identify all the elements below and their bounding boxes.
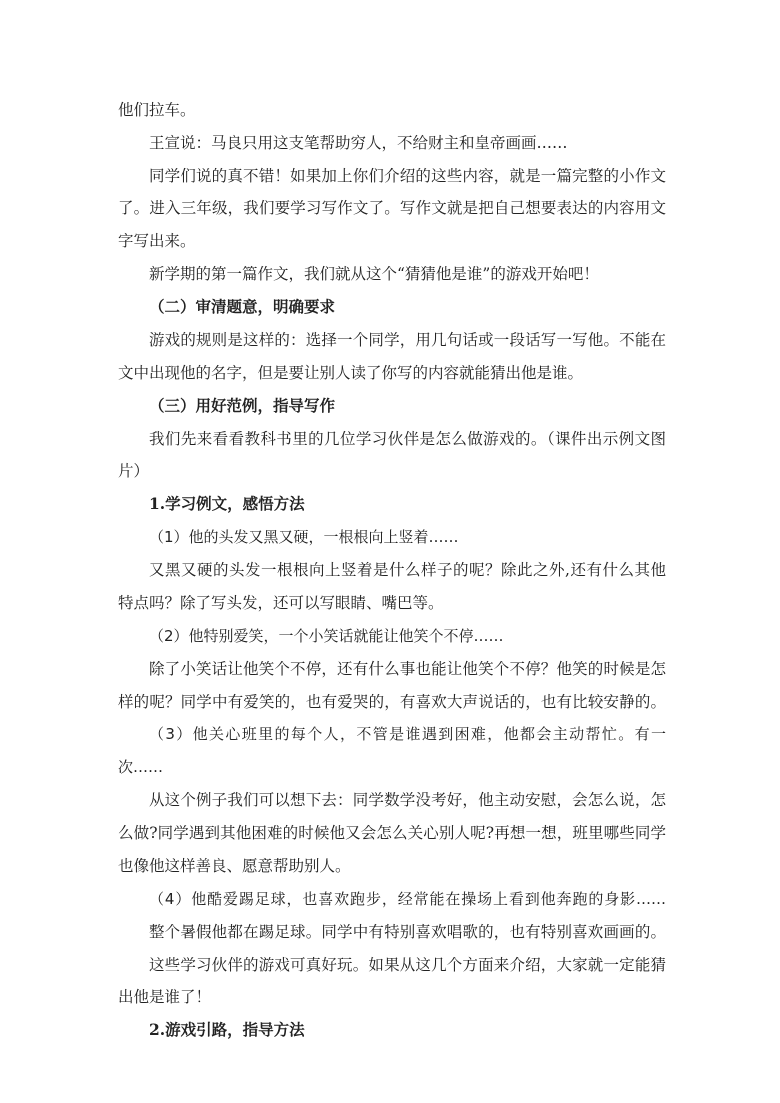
paragraph-line: 样的呢？同学中有爱笑的，也有爱哭的，有喜欢大声说话的，也有比较安静的。 [118, 693, 666, 711]
paragraph-line: 从这个例子我们可以想下去：同学数学没考好，他主动安慰，会怎么说，怎 [149, 791, 666, 809]
paragraph-line: 除了小笑话让他笑个不停，还有什么事也能让他笑个不停？他笑的时候是怎 [149, 660, 666, 678]
paragraph-line: 新学期的第一篇作文，我们就从这个“猜猜他是谁”的游戏开始吧！ [149, 265, 599, 283]
paragraph-line: 他们拉车。 [118, 101, 196, 119]
paragraph-line: 么做?同学遇到其他困难的时候他又会怎么关心别人呢?再想一想，班里哪些同学 [118, 824, 666, 842]
paragraph-line: 了。进入三年级，我们要学习写作文了。写作文就是把自己想要表达的内容用文 [118, 199, 666, 217]
paragraph-line: 片） [118, 462, 150, 480]
example-line: 次…… [118, 758, 164, 776]
paragraph-line: 出他是谁了！ [118, 988, 212, 1006]
paragraph-line: 这些学习伙伴的游戏可真好玩。如果从这几个方面来介绍，大家就一定能猜 [149, 956, 666, 974]
section-heading: （三）用好范例，指导写作 [149, 396, 336, 415]
example-line: （4）他酷爱踢足球，也喜欢跑步，经常能在操场上看到他奔跑的身影…… [149, 890, 666, 908]
paragraph-line: 整个暑假他都在踢足球。同学中有特别喜欢唱歌的，也有特别喜欢画画的。 [149, 923, 666, 941]
paragraph-line: 字写出来。 [118, 232, 196, 250]
paragraph-line: 我们先来看看教科书里的几位学习伙伴是怎么做游戏的。（课件出示例文图 [149, 430, 666, 448]
subsection-heading: 2.游戏引路，指导方法 [149, 1020, 305, 1039]
paragraph-line: 特点吗？除了写头发，还可以写眼睛、嘴巴等。 [118, 594, 444, 612]
section-heading: （二）审清题意，明确要求 [149, 297, 336, 316]
example-line: （2）他特别爱笑，一个小笑话就能让他笑个不停…… [149, 627, 504, 645]
paragraph-line: 也像他这样善良、愿意帮助别人。 [118, 857, 351, 875]
paragraph-line: 游戏的规则是这样的：选择一个同学，用几句话或一段话写一写他。不能在 [149, 331, 666, 349]
subsection-heading: 1.学习例文，感悟方法 [149, 494, 305, 513]
example-line: （3）他关心班里的每个人，不管是谁遇到困难，他都会主动帮忙。有一 [149, 725, 666, 743]
example-line: （1）他的头发又黑又硬，一根根向上竖着…… [149, 528, 459, 546]
paragraph-line: 文中出现他的名字，但是要让别人读了你写的内容就能猜出他是谁。 [118, 364, 584, 382]
paragraph-line: 同学们说的真不错！如果加上你们介绍的这些内容，就是一篇完整的小作文 [149, 167, 666, 185]
paragraph-line: 王宣说：马良只用这支笔帮助穷人，不给财主和皇帝画画…… [149, 134, 568, 152]
paragraph-line: 又黑又硬的头发一根根向上竖着是什么样子的呢？除此之外,还有什么其他 [149, 561, 666, 579]
